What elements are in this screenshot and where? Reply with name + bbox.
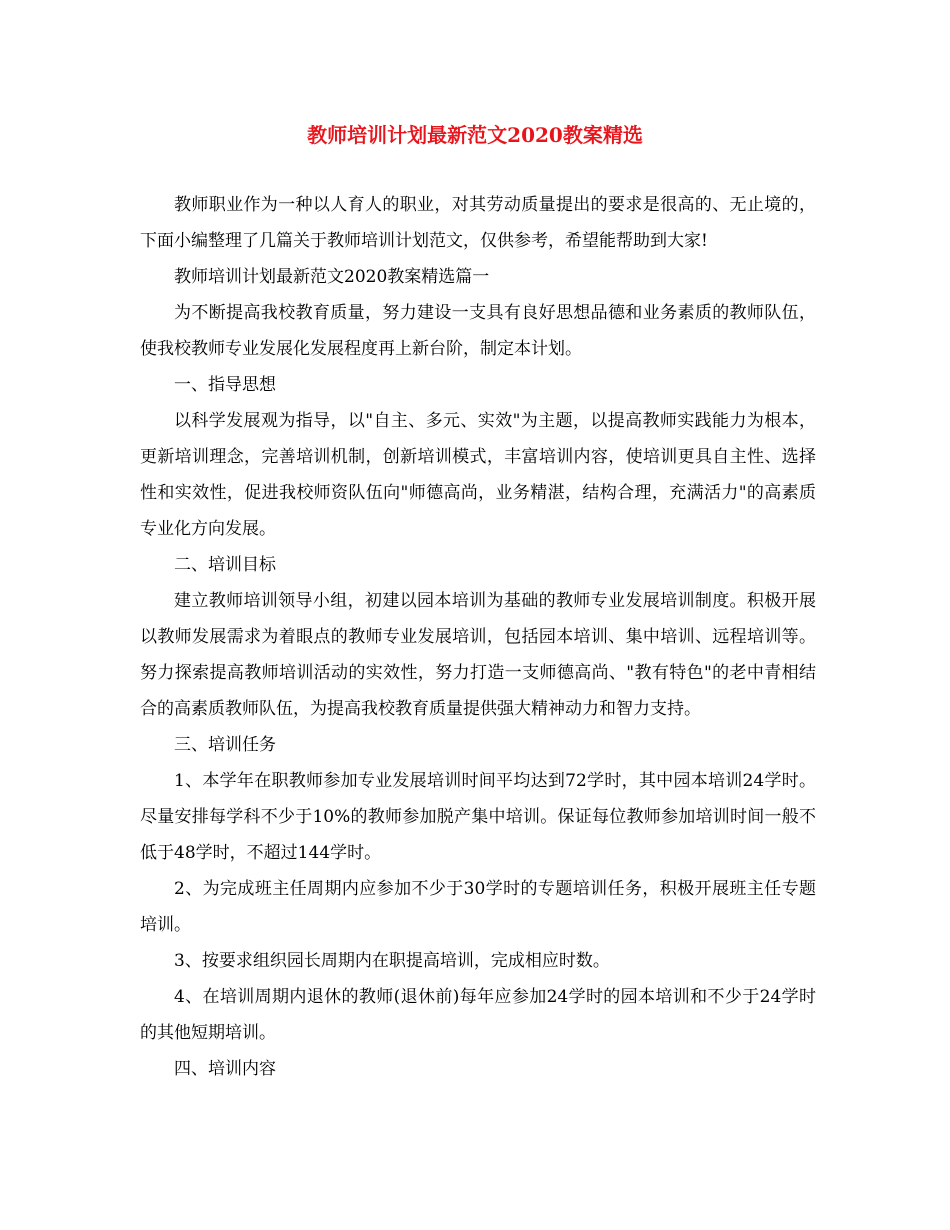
section-heading: 三、培训任务 — [174, 735, 276, 755]
section-heading: 四、培训内容 — [174, 1059, 276, 1079]
document-title: 教师培训计划最新范文2020教案精选 — [307, 123, 643, 147]
section-heading: 教师培训计划最新范文2020教案精选篇一 — [174, 267, 490, 287]
paragraph: 4、在培训周期内退休的教师(退休前)每年应参加24学时的园本培训和不少于24学时的其他短期培训。 — [140, 987, 816, 1043]
document-body — [140, 187, 816, 1087]
paragraph: 2、为完成班主任周期内应参加不少于30学时的专题培训任务，积极开展班主任专题培训。 — [140, 879, 816, 935]
paragraph: 教师职业作为一种以人育人的职业，对其劳动质量提出的要求是很高的、无止境的，下面小编整理了几篇关于教师培训计划范文，仅供参考，希望能帮助到大家! — [140, 195, 816, 251]
paragraph: 1、本学年在职教师参加专业发展培训时间平均达到72学时，其中园本培训24学时。尽量安排每学科不少于10%的教师参加脱产集中培训。保证每位教师参加培训时间一般不低于48学时，不超过144学时。 — [140, 771, 816, 863]
paragraph: 3、按要求组织园长周期内在职提高培训，完成相应时数。 — [174, 951, 610, 971]
paragraph: 为不断提高我校教育质量，努力建设一支具有良好思想品德和业务素质的教师队伍，使我校教师专业发展化发展程度再上新台阶，制定本计划。 — [140, 303, 816, 359]
section-heading: 二、培训目标 — [174, 555, 276, 575]
section-heading: 一、指导思想 — [174, 375, 276, 395]
paragraph: 以科学发展观为指导，以"自主、多元、实效"为主题，以提高教师实践能力为根本，更新培训理念，完善培训机制，创新培训模式，丰富培训内容，使培训更具自主性、选择性和实效性，促进我校师资队伍向"师德高尚，业务精湛，结构合理，充满活力"的高素质专业化方向发展。 — [140, 411, 816, 539]
paragraph: 建立教师培训领导小组，初建以园本培训为基础的教师专业发展培训制度。积极开展以教师发展需求为着眼点的教师专业发展培训，包括园本培训、集中培训、远程培训等。努力探索提高教师培训活动的实效性，努力打造一支师德高尚、"教有特色"的老中青相结合的高素质教师队伍，为提高我校教育质量提供强大精神动力和智力支持。 — [140, 591, 816, 719]
